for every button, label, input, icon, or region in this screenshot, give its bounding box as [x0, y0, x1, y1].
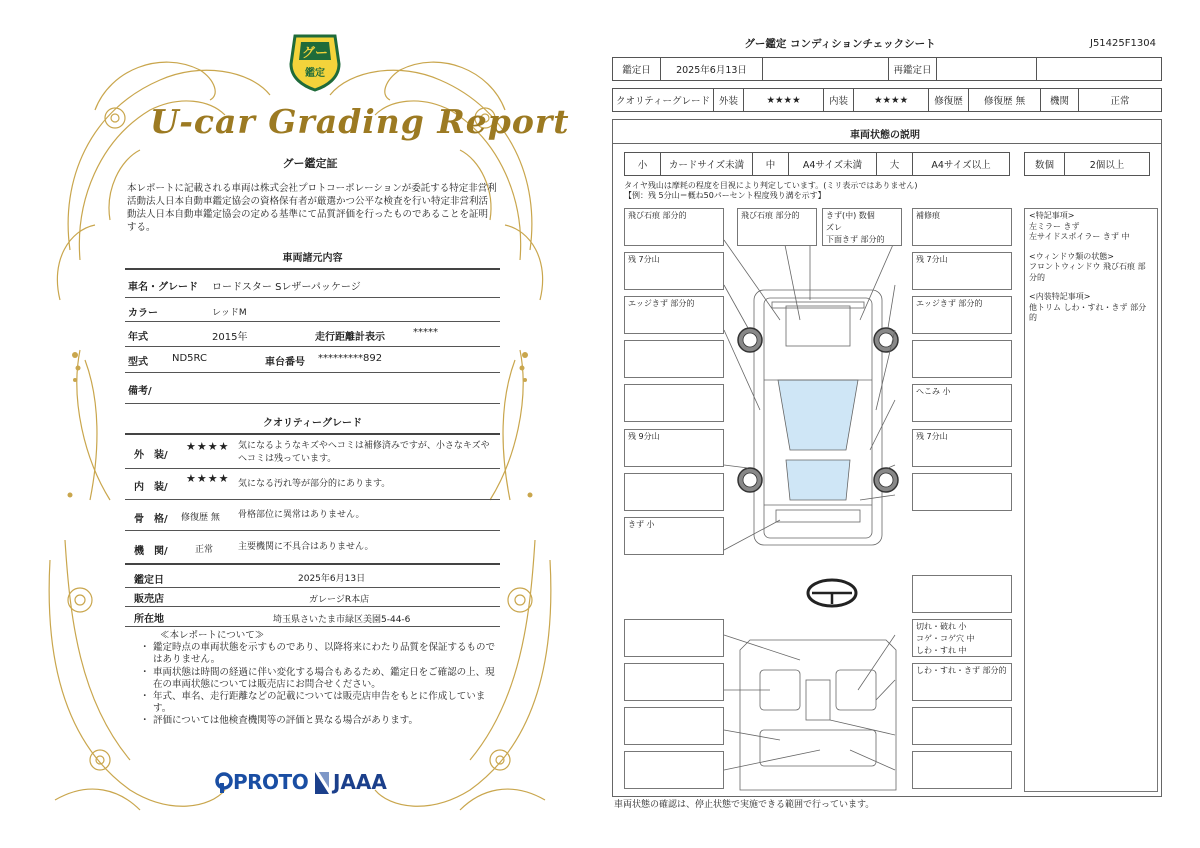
special-notes-panel [1024, 208, 1158, 792]
annotation-tire-front-left: 残 7分山 [624, 252, 724, 290]
spec-remarks-label: 備考/ [128, 386, 152, 397]
quality-exterior-desc: 気になるようなキズやヘコミは補修済みですが、小さなキズやヘコミは残っています。 [238, 441, 490, 464]
annotation-rear-left: きず 小 [624, 517, 724, 555]
annotation-empty [624, 663, 724, 701]
proto-logo-text: PROTO [233, 770, 309, 794]
spec-year-value: 2015年 [212, 332, 248, 343]
annotation-front-right: 補修痕 [912, 208, 1012, 246]
legend-count: 数個 [1025, 153, 1065, 176]
cert-text: 本レポートに記載される車両は株式会社プロトコーポレーションが委託する特定非営利活動法人日本自動車鑑定協会の資格保有者が厳選かつ公平な検査を行い特定非営利活動法人日本自動車鑑定協会の定める基準にて品質評価を行ったものであることを証明する。 [127, 183, 497, 233]
divider [125, 433, 500, 435]
goo-kantei-badge-icon [287, 30, 343, 92]
annotation-front-center: 飛び石痕 部分的 [737, 208, 817, 246]
note-item: ・ 車両状態は時間の経過に伴い変化する場合もあるため、鑑定日をご確認の上、現在の車両状態については販売店にお問合せください。 [140, 667, 500, 691]
svg-text:鑑定: 鑑定 [305, 68, 325, 79]
quality-label: クオリティーグレード [613, 89, 714, 112]
engine-value: 正常 [1079, 89, 1162, 112]
info-address-value: 埼玉県さいたま市緑区美園5-44-6 [273, 615, 411, 625]
cert-title: グー鑑定証 [282, 157, 338, 170]
date-label: 鑑定日 [613, 58, 661, 81]
report-notes [140, 630, 500, 728]
quality-exterior-label: 外 装/ [134, 450, 168, 461]
engine-label: 機関 [1041, 89, 1079, 112]
repair-value: 修復歴 無 [969, 89, 1041, 112]
sheet-code: J51425F1304 [1090, 38, 1156, 49]
info-address-label: 所在地 [134, 614, 164, 625]
note-item: ・ 鑑定時点の車両状態を示すものであり、以降将来にわたり品質を保証するものではありません。 [140, 642, 500, 666]
annotation-trim: しわ・すれ・きず 部分的 [912, 663, 1012, 701]
annotation-edge-right: エッジきず 部分的 [912, 296, 1012, 334]
annotation-front-left: 飛び石痕 部分的 [624, 208, 724, 246]
quality-interior-desc: 気になる汚れ等が部分的にあります。 [238, 479, 391, 489]
interior-label: 内装 [824, 89, 854, 112]
annotation-empty [912, 575, 1012, 613]
date-value: 2025年6月13日 [661, 58, 763, 81]
spec-model-value: ND5RC [172, 353, 207, 364]
jaaa-logo-text: JAAA [333, 770, 387, 794]
quality-engine-value: 正常 [195, 545, 214, 555]
empty-cell [937, 58, 1037, 81]
annotation-empty [912, 473, 1012, 511]
annotation-empty [624, 473, 724, 511]
quality-frame-value: 修復歴 無 [181, 513, 220, 523]
window-title: <ウィンドウ類の状態> [1029, 251, 1114, 261]
divider [125, 403, 500, 404]
annotation-empty [912, 340, 1012, 378]
annotation-empty [624, 384, 724, 422]
empty-cell [1037, 58, 1162, 81]
spec-name-label: 車名・グレード [128, 282, 198, 293]
divider [125, 563, 500, 565]
info-shop-value: ガレージR本店 [309, 595, 370, 605]
spec-odometer-value: ***** [413, 327, 438, 338]
divider [125, 372, 500, 373]
divider [125, 468, 500, 469]
specs-title: 車両諸元内容 [282, 253, 343, 264]
tire-note-1: タイヤ残山は摩耗の程度を目視により判定しています。(ミリ表示ではありません) [624, 181, 918, 190]
condition-title: 車両状態の説明 [850, 130, 920, 141]
quality-interior-label: 内 装/ [134, 482, 168, 493]
interior-title: <内装特記事項> [1029, 292, 1091, 301]
annotation-empty [912, 751, 1012, 789]
spec-color-label: カラー [128, 308, 158, 319]
interior-stars: ★★★★ [854, 89, 929, 112]
legend-small-desc: カードサイズ未満 [661, 153, 753, 176]
sheet-footer-note: 車両状態の確認は、停止状態で実施できる範囲で行っています。 [614, 800, 875, 810]
annotation-empty [912, 707, 1012, 745]
size-legend [624, 152, 1010, 176]
proto-logo-icon [215, 772, 233, 794]
divider [125, 530, 500, 531]
spec-name-value: ロードスター Sレザーパッケージ [212, 282, 361, 293]
exterior-label: 外装 [714, 89, 744, 112]
condition-check-sheet [600, 0, 1200, 848]
spec-odometer-label: 走行距離計表示 [315, 332, 385, 343]
notes-title: ≪本レポートについて≫ [160, 630, 265, 641]
annotation-empty [624, 707, 724, 745]
quality-frame-desc: 骨格部位に異常はありません。 [238, 510, 365, 520]
quality-title: クオリティーグレード [263, 418, 362, 429]
annotation-dent-right: へこみ 小 [912, 384, 1012, 422]
reinspect-label: 再鑑定日 [889, 58, 937, 81]
date-row [612, 57, 1162, 81]
annotation-edge-left: エッジきず 部分的 [624, 296, 724, 334]
quality-frame-label: 骨 格/ [134, 514, 168, 525]
divider [125, 346, 500, 347]
divider [125, 268, 500, 270]
exterior-stars: ★★★★ [744, 89, 824, 112]
legend-small: 小 [625, 153, 661, 176]
special-item: 左サイドスポイラー きず 中 [1029, 232, 1130, 241]
quality-exterior-stars: ★★★★ [186, 440, 230, 453]
info-shop-label: 販売店 [134, 594, 164, 605]
spec-model-label: 型式 [128, 357, 148, 368]
divider [125, 606, 500, 607]
svg-text:グー: グー [301, 46, 329, 61]
report-title: U-car Grading Report [150, 102, 570, 141]
count-legend [1024, 152, 1150, 176]
annotation-tire-rear-left: 残 9分山 [624, 429, 724, 467]
annotation-tire-rear-right: 残 7分山 [912, 429, 1012, 467]
quality-interior-stars: ★★★★ [186, 472, 230, 485]
legend-large-desc: A4サイズ以上 [913, 153, 1010, 176]
tire-note-2: 【例：残 5分山＝概ね50パーセント程度残り溝を示す】 [624, 191, 826, 200]
annotation-empty [624, 340, 724, 378]
spec-chassis-label: 車台番号 [265, 357, 305, 368]
info-date-label: 鑑定日 [134, 575, 164, 586]
annotation-empty [624, 619, 724, 657]
spec-year-label: 年式 [128, 332, 148, 343]
divider [125, 499, 500, 500]
annotation-front-bumper: きず(中) 数個 ズレ 下面きず 部分的 [822, 208, 902, 246]
divider [125, 321, 500, 322]
divider [125, 297, 500, 298]
legend-medium-desc: A4サイズ未満 [789, 153, 877, 176]
spec-color-value: レッドM [212, 308, 247, 318]
window-item: フロントウィンドウ 飛び石痕 部分的 [1029, 262, 1146, 282]
divider [125, 587, 500, 588]
note-item: ・ 年式、車名、走行距離などの記載については販売店申告をもとに作成しています。 [140, 691, 500, 715]
annotation-tire-front-right: 残 7分山 [912, 252, 1012, 290]
jaaa-logo-icon [313, 770, 331, 796]
legend-large: 大 [877, 153, 913, 176]
divider [125, 626, 500, 627]
annotation-empty [624, 751, 724, 789]
empty-cell [763, 58, 889, 81]
annotation-seat: 切れ・破れ 小 コゲ・コゲ穴 中 しわ・すれ 中 [912, 619, 1012, 657]
legend-medium: 中 [753, 153, 789, 176]
legend-count-desc: 2個以上 [1065, 153, 1150, 176]
spec-chassis-value: *********892 [318, 353, 383, 364]
interior-item: 他トリム しわ・すれ・きず 部分的 [1029, 302, 1147, 322]
quality-engine-desc: 主要機関に不具合はありません。 [238, 542, 374, 552]
repair-label: 修復歴 [929, 89, 969, 112]
quality-engine-label: 機 関/ [134, 546, 168, 557]
special-title: <特記事項> [1029, 211, 1075, 220]
note-item: ・ 評価については他検査機関等の評価と異なる場合があります。 [140, 715, 500, 727]
footer-logos [215, 768, 415, 800]
quality-row [612, 88, 1162, 112]
sheet-title: グー鑑定 コンディションチェックシート [744, 38, 936, 50]
info-date-value: 2025年6月13日 [298, 574, 366, 584]
special-item: 左ミラー きず [1029, 221, 1080, 231]
